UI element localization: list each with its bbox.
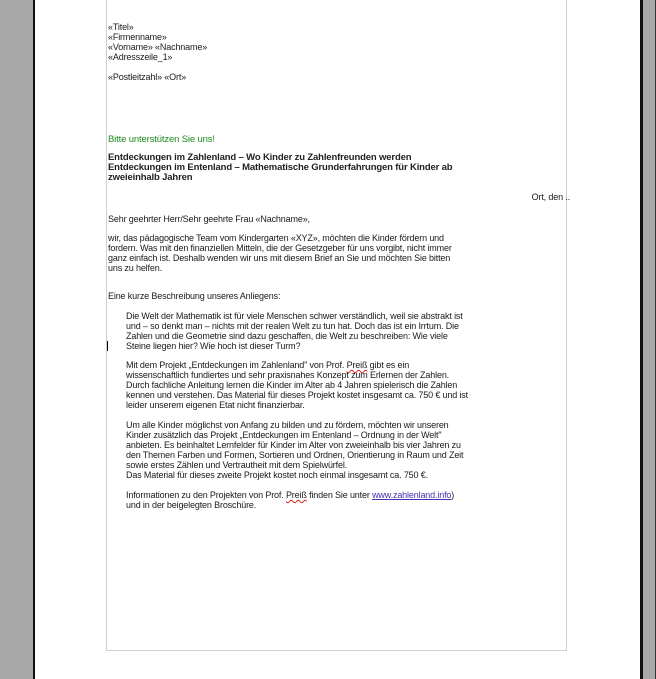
- intro-line: fordern. Was mit den finanziellen Mitteln, die der Gesetzgeber für uns vorgibt, nicht immer: [108, 243, 452, 253]
- paragraph-line: [126, 360, 560, 370]
- paragraph-line: [126, 490, 560, 500]
- paragraph-line: Um alle Kinder möglichst von Anfang zu bilden und zu fördern, möchten wir unseren: [126, 420, 449, 430]
- document-workspace: [35, 0, 640, 679]
- subject-line: zweieinhalb Jahren: [108, 172, 193, 183]
- field-name: «Vorname» «Nachname»: [108, 42, 208, 52]
- address-block: [108, 22, 560, 82]
- paragraph-math-world: [108, 311, 560, 351]
- paragraph-line: Steine liegen hier? Wie hoch ist dieser Turm?: [126, 341, 301, 351]
- paragraph-line: und – so denkt man – nichts mit der realen Welt zu tun hat. Doch das ist ein Irrtum. Die: [126, 321, 459, 331]
- salutation: Sehr geehrter Herr/Sehr geehrte Frau «Nachname»,: [108, 214, 310, 224]
- paragraph-entenland: [108, 420, 560, 480]
- field-postal-city: «Postleitzahl» «Ort»: [108, 72, 187, 82]
- left-gutter: [0, 0, 35, 679]
- paragraph-line: Zahlen und die Geometrie sind dazu geschaffen, die Welt zu beschreiben: Wie viele: [126, 331, 448, 341]
- appeal-heading: Bitte unterstützen Sie uns!: [108, 134, 215, 145]
- place-date: Ort, den ..: [531, 192, 570, 202]
- intro-line: uns zu helfen.: [108, 263, 162, 273]
- text-span: Informationen zu den Projekten von Prof.: [126, 490, 286, 500]
- subject-block: [108, 153, 560, 183]
- paragraph-line: leider unserem eigenen Etat nicht finanzierbar.: [126, 400, 305, 410]
- paragraph-line: und in der beigelegten Broschüre.: [126, 500, 257, 510]
- field-address-line: «Adresszeile_1»: [108, 52, 173, 62]
- document-page[interactable]: [106, 0, 570, 651]
- text-span: finden Sie unter: [306, 490, 373, 500]
- intro-paragraph: [108, 233, 560, 273]
- letter-content[interactable]: [108, 22, 570, 510]
- paragraph-line: wissenschaftlich fundiertes und sehr praxisnahes Konzept zum Erlernen der Zahlen.: [126, 370, 450, 380]
- paragraph-line: Die Welt der Mathematik ist für viele Menschen schwer verständlich, weil sie abstrakt ist: [126, 311, 463, 321]
- paragraph-line: anbieten. Es beinhaltet Lernfelder für Kinder im Alter von zweieinhalb bis vier Jahren zu: [126, 440, 461, 450]
- paragraph-line: Durch fachliche Anleitung lernen die Kinder im Alter ab 4 Jahren spielerisch die Zahlen: [126, 380, 458, 390]
- subject-line: Entdeckungen im Zahlenland – Wo Kinder zu Zahlenfreunden werden: [108, 152, 412, 163]
- field-title: «Titel»: [108, 22, 134, 32]
- paragraph-line: den Themen Farben und Formen, Sortieren und Ordnen, Orientierung in Raum und Zeit: [126, 450, 464, 460]
- vertical-scrollbar[interactable]: [640, 0, 656, 679]
- paragraph-information: [108, 490, 560, 510]
- paragraph-line: Das Material für dieses zweite Projekt kostet noch einmal insgesamt ca. 750 €.: [126, 470, 428, 480]
- subject-line: Entdeckungen im Entenland – Mathematische Grunderfahrungen für Kinder ab: [108, 162, 453, 173]
- paragraph-line: Kinder zusätzlich das Projekt „Entdeckungen im Entenland – Ordnung in der Welt": [126, 430, 442, 440]
- text-span: ): [451, 490, 455, 500]
- text-span: Mit dem Projekt „Entdeckungen im Zahlenland" von Prof.: [126, 360, 347, 370]
- text-span: gibt es ein: [367, 360, 410, 370]
- paragraph-line: sowie erstes Zählen und Vertrautheit mit dem Spielwürfel.: [126, 460, 348, 470]
- description-intro: Eine kurze Beschreibung unseres Anliegens:: [108, 291, 281, 301]
- website-link[interactable]: www.zahlenland.info: [372, 490, 452, 500]
- paragraph-line: kennen und verstehen. Das Material für dieses Projekt kostet insgesamt ca. 750 € und ist: [126, 390, 468, 400]
- paragraph-zahlenland: [108, 360, 560, 410]
- intro-line: wir, das pädagogische Team vom Kindergarten «XYZ», möchten die Kinder fördern und: [108, 233, 444, 243]
- spellcheck-word[interactable]: Preiß: [346, 360, 368, 370]
- intro-line: ganz einfach ist. Deshalb wenden wir uns mit diesem Brief an Sie und möchten Sie bitten: [108, 253, 451, 263]
- spellcheck-word[interactable]: Preiß: [285, 490, 307, 500]
- field-company: «Firmenname»: [108, 32, 167, 42]
